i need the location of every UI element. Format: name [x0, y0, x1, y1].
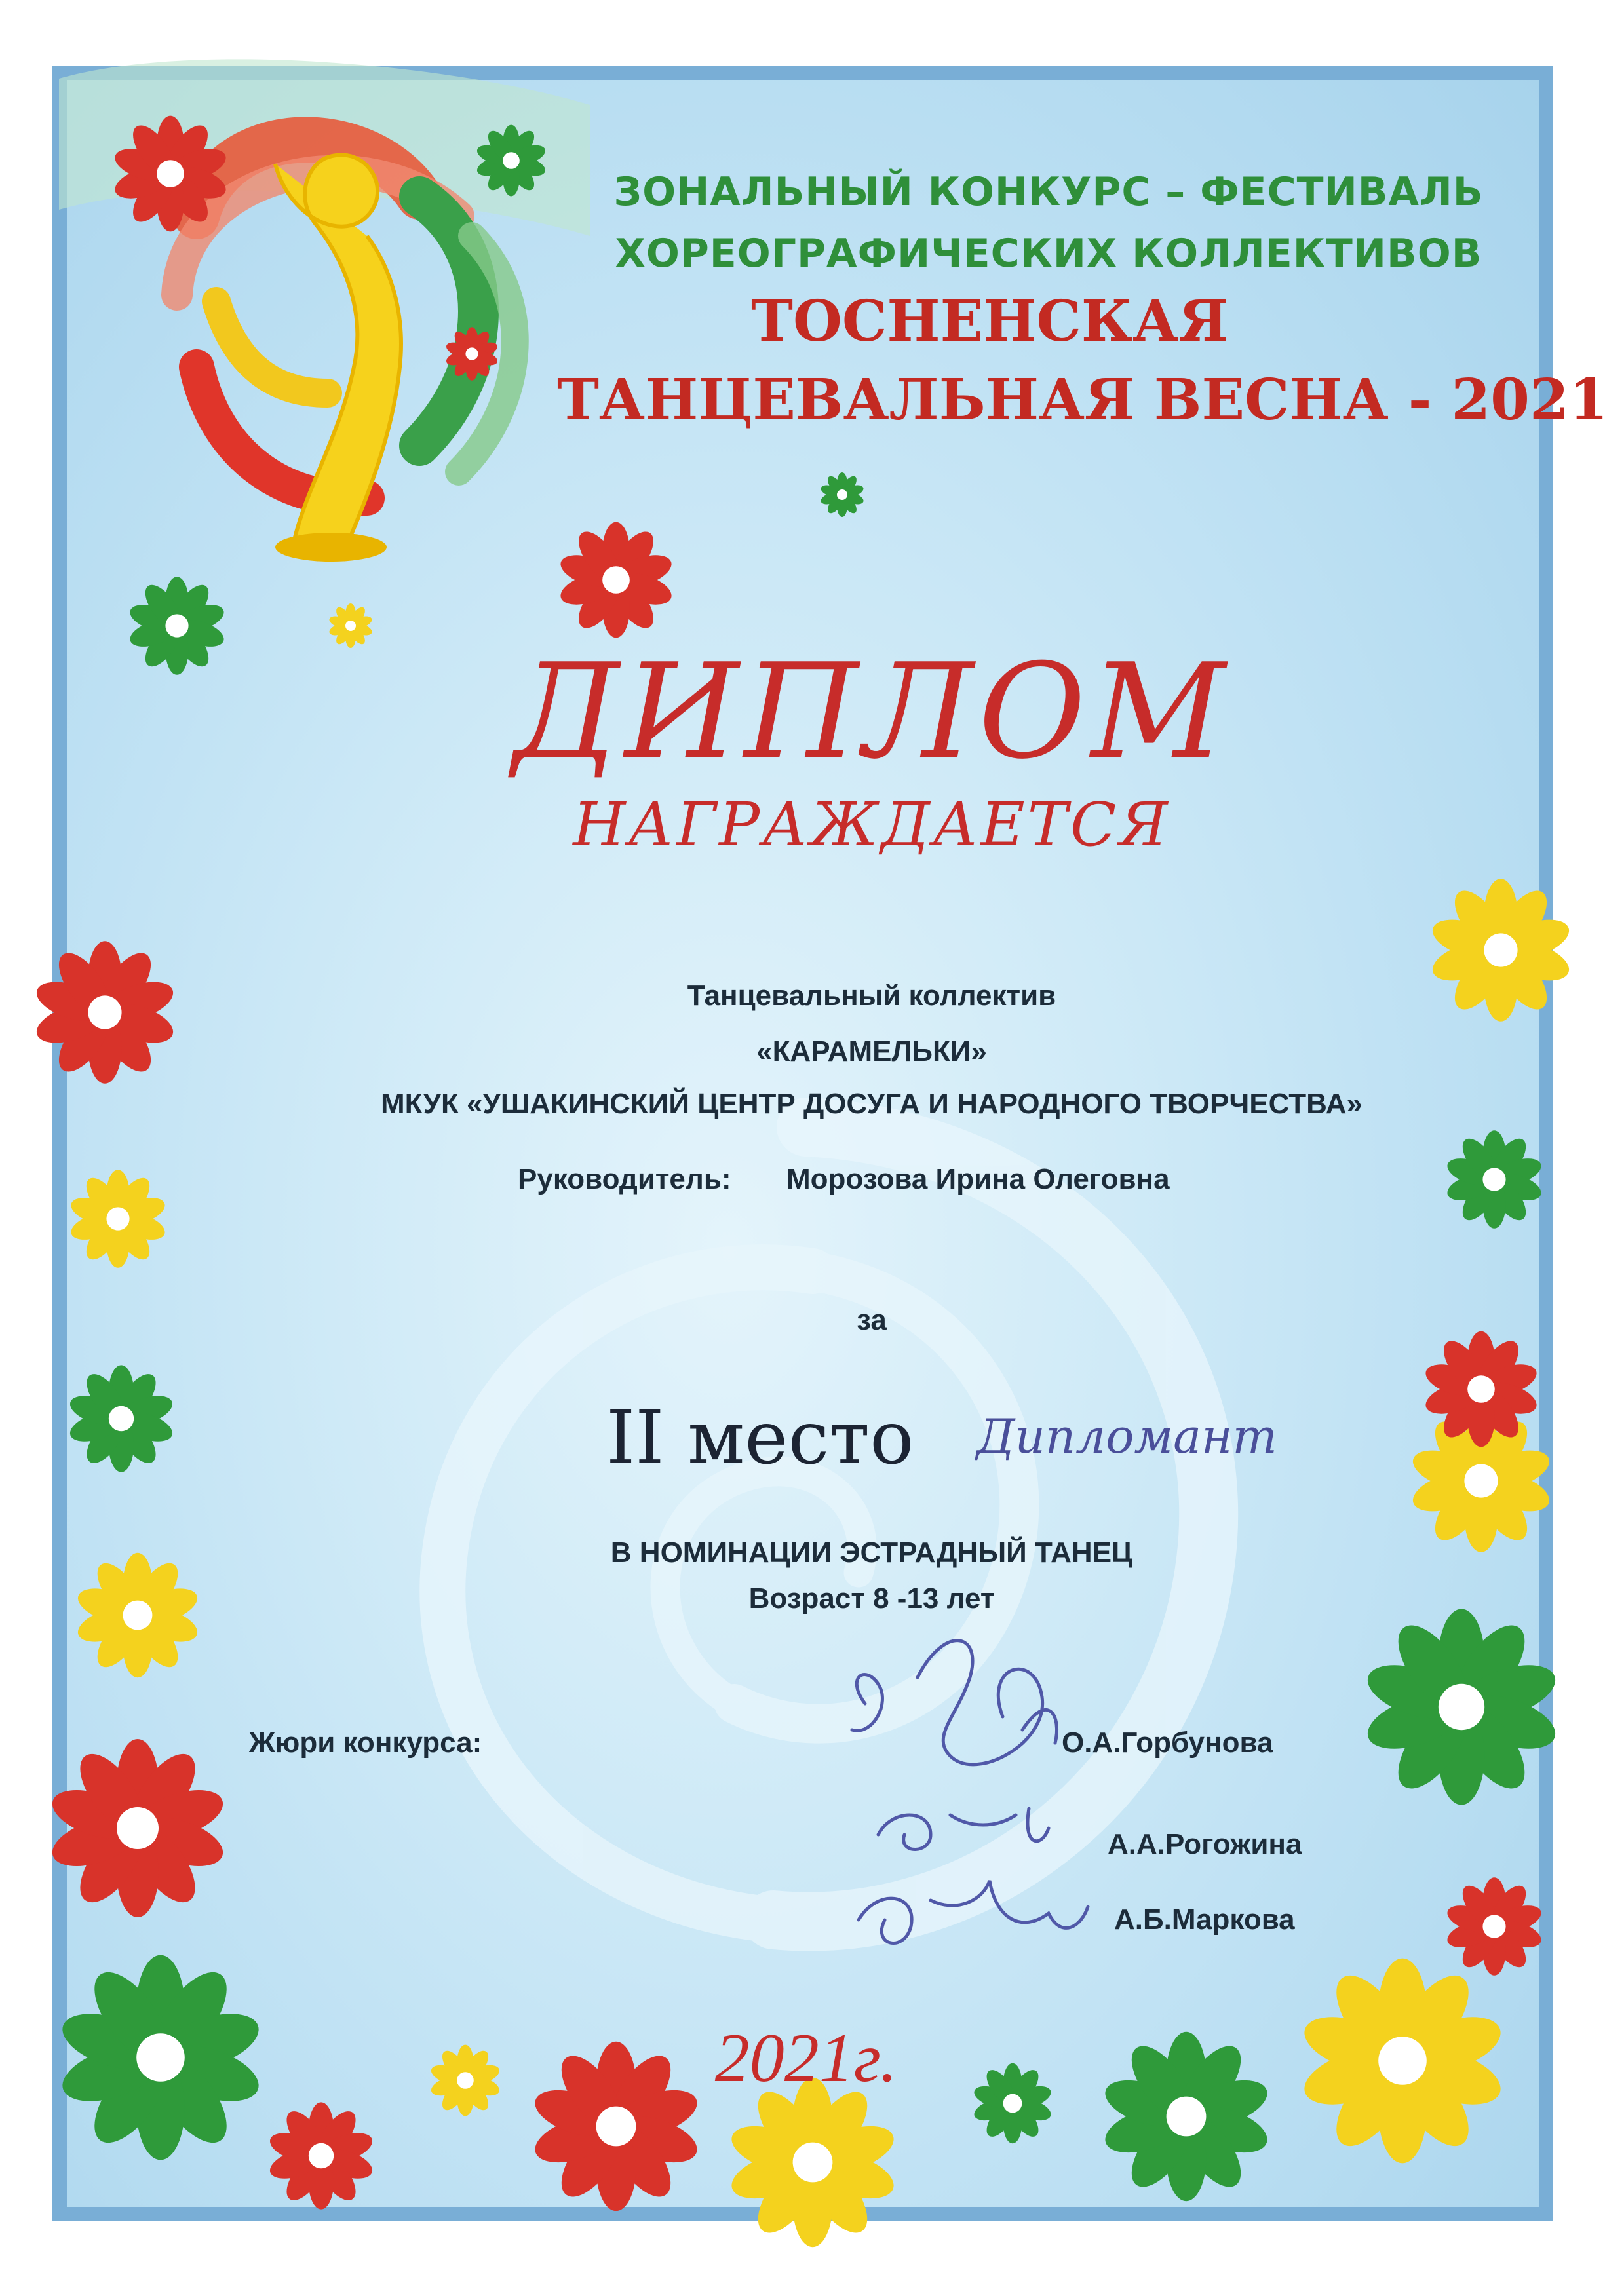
age-group: Возраст 8 -13 лет	[748, 1582, 995, 1615]
diploma-heading: ДИПЛОМ	[512, 636, 1231, 788]
nomination: В НОМИНАЦИИ ЭСТРАДНЫЙ ТАНЕЦ	[610, 1537, 1133, 1569]
jury-member-3: А.Б.Маркова	[1114, 1904, 1295, 1936]
handwritten-award: Дипломант	[976, 1409, 1277, 1464]
place-value: II место	[606, 1396, 914, 1481]
leader-label: Руководитель:	[518, 1163, 731, 1195]
jury-member-1: О.А.Горбунова	[1062, 1727, 1273, 1759]
for-label: за	[857, 1304, 887, 1336]
recipient-name: «КАРАМЕЛЬКИ»	[756, 1035, 987, 1067]
jury-signatures	[852, 1641, 1088, 1943]
festival-title-2: ТАНЦЕВАЛЬНАЯ ВЕСНА - 2021	[557, 367, 1608, 433]
recipient-type: Танцевальный коллектив	[687, 980, 1056, 1012]
contest-line-2: ХОРЕОГРАФИЧЕСКИХ КОЛЛЕКТИВОВ	[615, 231, 1482, 277]
leader-name: Морозова Ирина Олеговна	[786, 1163, 1170, 1195]
recipient-organization: МКУК «УШАКИНСКИЙ ЦЕНТР ДОСУГА И НАРОДНОГО ТВОРЧЕСТВА»	[380, 1088, 1363, 1120]
jury-label: Жюри конкурса:	[249, 1727, 482, 1759]
contest-line-1: ЗОНАЛЬНЫЙ КОНКУРС – ФЕСТИВАЛЬ	[613, 169, 1484, 215]
festival-title-1: ТОСНЕНСКАЯ	[751, 288, 1228, 354]
year: 2021г.	[714, 2019, 898, 2096]
jury-member-2: А.А.Рогожина	[1108, 1828, 1302, 1860]
awarded-heading: НАГРАЖДАЕТСЯ	[573, 790, 1170, 860]
